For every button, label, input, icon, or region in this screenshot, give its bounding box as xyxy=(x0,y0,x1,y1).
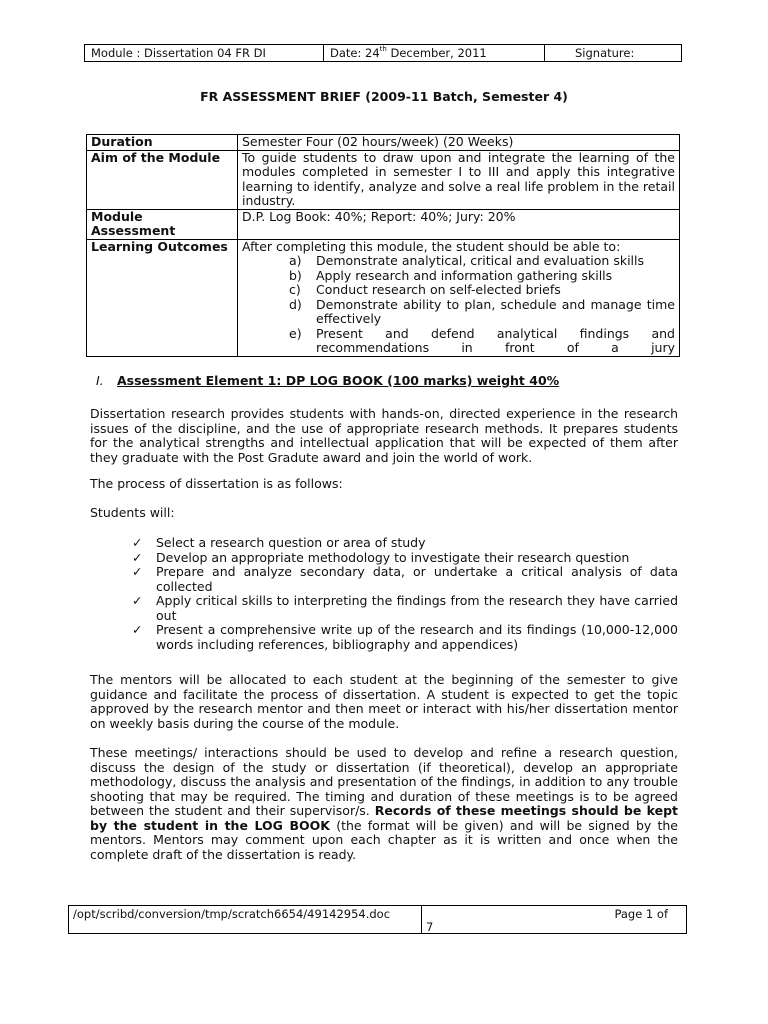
aim-value: To guide students to draw upon and integrate the learning of the modules completed in semester I to III and apply this integrative learning to identify, analyze and solve a real life problem in the retail industry. xyxy=(238,150,680,209)
list-item-text: Develop an appropriate methodology to investigate their research question xyxy=(156,549,630,565)
table-row xyxy=(87,150,680,209)
footer-page-total: 7 xyxy=(426,920,434,934)
list-item-text: Demonstrate analytical, critical and evaluation skills xyxy=(316,253,645,268)
list-item xyxy=(289,298,675,327)
list-item-text: Select a research question or area of study xyxy=(156,535,426,550)
header-signature: Signature: xyxy=(575,46,635,60)
list-item xyxy=(289,283,675,298)
list-item xyxy=(132,623,678,652)
header-table xyxy=(84,44,682,62)
meetings-text-c: (the format will be given) and will be signed by the mentors. Mentors may comment upon each chapter as it is written and once when the complete draft of the dissertation is ready. xyxy=(90,817,678,862)
table-row xyxy=(87,209,680,239)
outcomes-value xyxy=(238,239,680,356)
outcomes-intro: After completing this module, the student should be able to: xyxy=(242,238,621,254)
header-date-suffix: December, 2011 xyxy=(386,46,487,60)
meetings-text-a: These meetings/ interactions should be used to develop and refine a research question, discuss the design of the study or dissertation (if theoretical), develop an appropriate methodology, discuss the analysis and presentation of the findings, in addition to any trouble shooting that may be required. The timing and duration of these meetings is to be agreed between the student and their supervisor/s. xyxy=(90,745,678,818)
module-info-table xyxy=(86,134,680,357)
section-heading xyxy=(96,373,559,388)
header-date-prefix: Date: 24 xyxy=(330,46,380,60)
list-item xyxy=(132,551,678,566)
assessment-label xyxy=(87,209,238,239)
footer-page-cell xyxy=(422,906,686,933)
header-module: Module : Dissertation 04 FR DI xyxy=(85,45,324,61)
section-number: I. xyxy=(96,373,104,388)
check-icon: ✓ xyxy=(132,622,143,637)
meetings-paragraph xyxy=(90,746,678,862)
section-title: Assessment Element 1: DP LOG BOOK (100 marks) weight 40% xyxy=(116,373,560,388)
footer-table xyxy=(68,905,687,934)
document-title: FR ASSESSMENT BRIEF (2009-11 Batch, Semester 4) xyxy=(200,89,568,104)
list-item-text: Present a comprehensive write up of the research and its findings (10,000-12,000 words including references, bibliography and appendices) xyxy=(156,622,678,652)
list-item xyxy=(289,327,675,356)
check-icon: ✓ xyxy=(132,593,143,608)
footer-page-label: Page 1 of xyxy=(614,907,668,921)
list-marker: a) xyxy=(289,253,302,268)
meetings-text-bold: Records of these meetings should be kept by the student in the LOG BOOK xyxy=(90,803,679,833)
table-row xyxy=(87,135,680,151)
check-icon: ✓ xyxy=(132,535,143,550)
list-marker: b) xyxy=(289,267,302,283)
list-item-text: Demonstrate ability to plan, schedule and manage time effectively xyxy=(316,296,675,326)
duration-value: Semester Four (02 hours/week) (20 Weeks) xyxy=(238,135,680,151)
list-item-text: Apply critical skills to interpreting the findings from the research they have carried out xyxy=(156,593,678,623)
mentors-paragraph: The mentors will be allocated to each student at the beginning of the semester to give guidance and facilitate the process of dissertation. A student is expected to get the topic approved by the research mentor and then meet or interact with his/her dissertation mentor on weekly basis during the course of the module. xyxy=(90,672,678,731)
list-item xyxy=(132,536,678,551)
list-item xyxy=(132,565,678,594)
list-item xyxy=(289,254,675,269)
list-item-text: Conduct research on self-elected briefs xyxy=(316,282,561,297)
footer-path: /opt/scribd/conversion/tmp/scratch6654/49142954.doc xyxy=(69,906,422,933)
intro-paragraph: Dissertation research provides students with hands-on, directed experience in the research issues of the discipline, and the use of appropriate research methods. It prepares students for the analytical strengths and intellectual application that will be expected of them after they graduate with the Post Gradute award and join the world of work. xyxy=(90,406,678,465)
list-marker: d) xyxy=(289,296,302,312)
list-marker: c) xyxy=(289,282,301,297)
assessment-label-line1: Module xyxy=(91,208,143,224)
student-checklist xyxy=(132,536,678,652)
assessment-value: D.P. Log Book: 40%; Report: 40%; Jury: 20% xyxy=(238,209,680,239)
assessment-label-line2: Assessment xyxy=(91,223,176,238)
table-row xyxy=(87,239,680,356)
list-item-text: Present and defend analytical findings and recommendations in front of a jury xyxy=(316,325,675,355)
list-item-text: Prepare and analyze secondary data, or undertake a critical analysis of data collected xyxy=(156,564,678,594)
outcomes-label: Learning Outcomes xyxy=(87,239,238,356)
aim-label: Aim of the Module xyxy=(87,150,238,209)
list-item xyxy=(132,594,678,623)
students-will-paragraph: Students will: xyxy=(90,505,175,520)
list-marker: e) xyxy=(289,325,302,341)
duration-label: Duration xyxy=(87,135,238,151)
check-icon: ✓ xyxy=(132,549,143,565)
list-item xyxy=(289,269,675,284)
process-paragraph: The process of dissertation is as follows: xyxy=(90,476,343,491)
header-date xyxy=(324,45,545,61)
check-icon: ✓ xyxy=(132,564,143,579)
list-item-text: Apply research and information gathering skills xyxy=(316,267,613,283)
header-date-sup: th xyxy=(379,45,387,53)
outcomes-list xyxy=(242,254,675,356)
